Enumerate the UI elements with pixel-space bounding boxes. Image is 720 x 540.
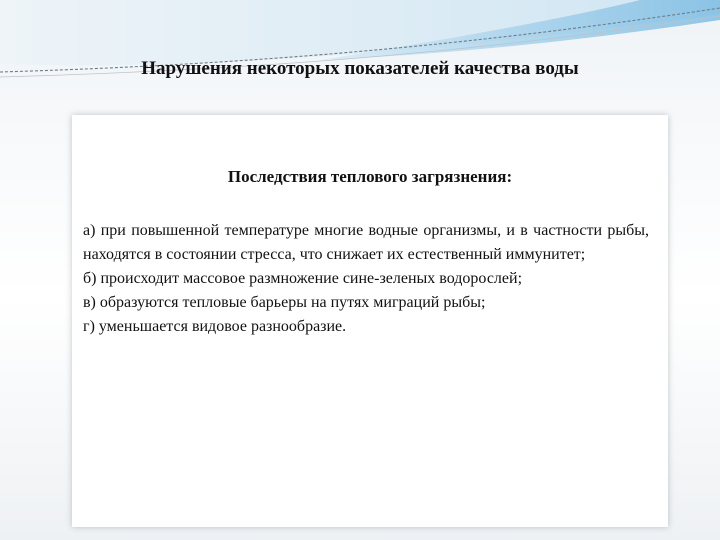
list-item: г) уменьшается видовое разнообразие. [83, 318, 347, 335]
consequences-list [83, 219, 649, 339]
list-item: а) при повышенной температуре многие водные организмы, и в частности рыбы, находятся в состоянии стресса, что снижает их естественный иммунитет; [83, 222, 649, 263]
slide-title: Нарушения некоторых показателей качества воды [141, 58, 579, 79]
section-subtitle: Последствия теплового загрязнения: [227, 167, 513, 186]
list-item: б) происходит массовое размножение сине-зеленых водорослей; [83, 270, 523, 287]
list-item: в) образуются тепловые барьеры на путях миграций рыбы; [83, 294, 486, 311]
content-panel [72, 115, 668, 527]
